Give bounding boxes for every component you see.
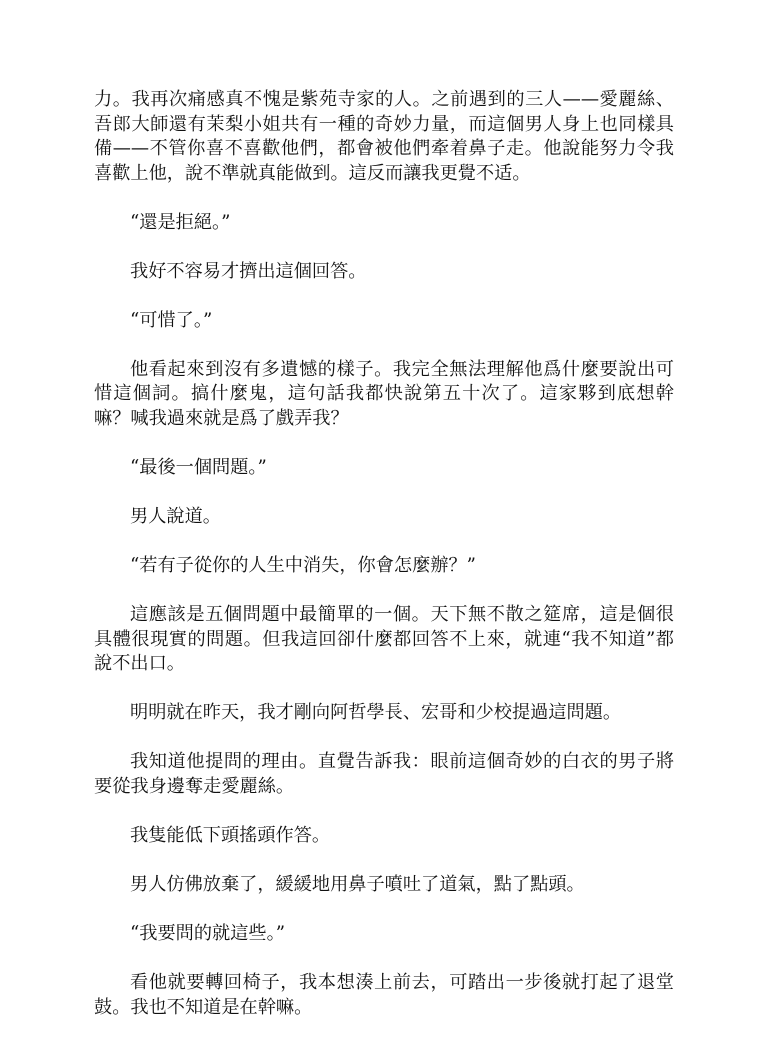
paragraph-5: 他看起來到沒有多遺憾的樣子。我完全無法理解他爲什麼要說出可惜這個詞。搞什麼鬼，這句話我都快說第五十次了。這家夥到底想幹嘛？喊我過來就是爲了戲弄我？: [94, 358, 674, 429]
paragraph-12: 我隻能低下頭搖頭作答。: [130, 825, 331, 847]
paragraph-4: “可惜了。”: [130, 309, 213, 331]
paragraph-2: “還是拒絕。”: [130, 211, 231, 233]
paragraph-8: “若有子從你的人生中消失，你會怎麼辦？”: [130, 555, 476, 577]
paragraph-14: “我要問的就這些。”: [130, 923, 285, 945]
paragraph-11: 我知道他提問的理由。直覺告訴我：眼前這個奇妙的白衣的男子將要從我身邊奪走愛麗絲。: [94, 751, 674, 797]
paragraph-7: 男人說道。: [130, 506, 221, 528]
paragraph-15: 看他就要轉回椅子，我本想湊上前去，可踏出一步後就打起了退堂鼓。我也不知道是在幹嘛。: [94, 972, 674, 1018]
page-body: [94, 88, 674, 1045]
paragraph-13: 男人仿佛放棄了，緩緩地用鼻子噴吐了道氣，點了點頭。: [130, 874, 585, 896]
paragraph-1: 力。我再次痛感真不愧是紫苑寺家的人。之前遇到的三人——愛麗絲、吾郎大師還有茉梨小姐共有一種的奇妙力量，而這個男人身上也同樣具備——不管你喜不喜歡他們，都會被他們牽着鼻子走。他說能努力令我喜歡上他，說不準就真能做到。這反而讓我更覺不适。: [94, 89, 674, 184]
paragraph-3: 我好不容易才擠出這個回答。: [130, 260, 367, 282]
paragraph-9: 這應該是五個問題中最簡單的一個。天下無不散之筵席，這是個很具體很現實的問題。但我這回卻什麼都回答不上來，就連“我不知道”都說不出口。: [94, 604, 674, 675]
paragraph-6: “最後一個問題。”: [130, 456, 267, 478]
paragraph-10: 明明就在昨天，我才剛向阿哲學長、宏哥和少校提過這問題。: [130, 702, 622, 724]
